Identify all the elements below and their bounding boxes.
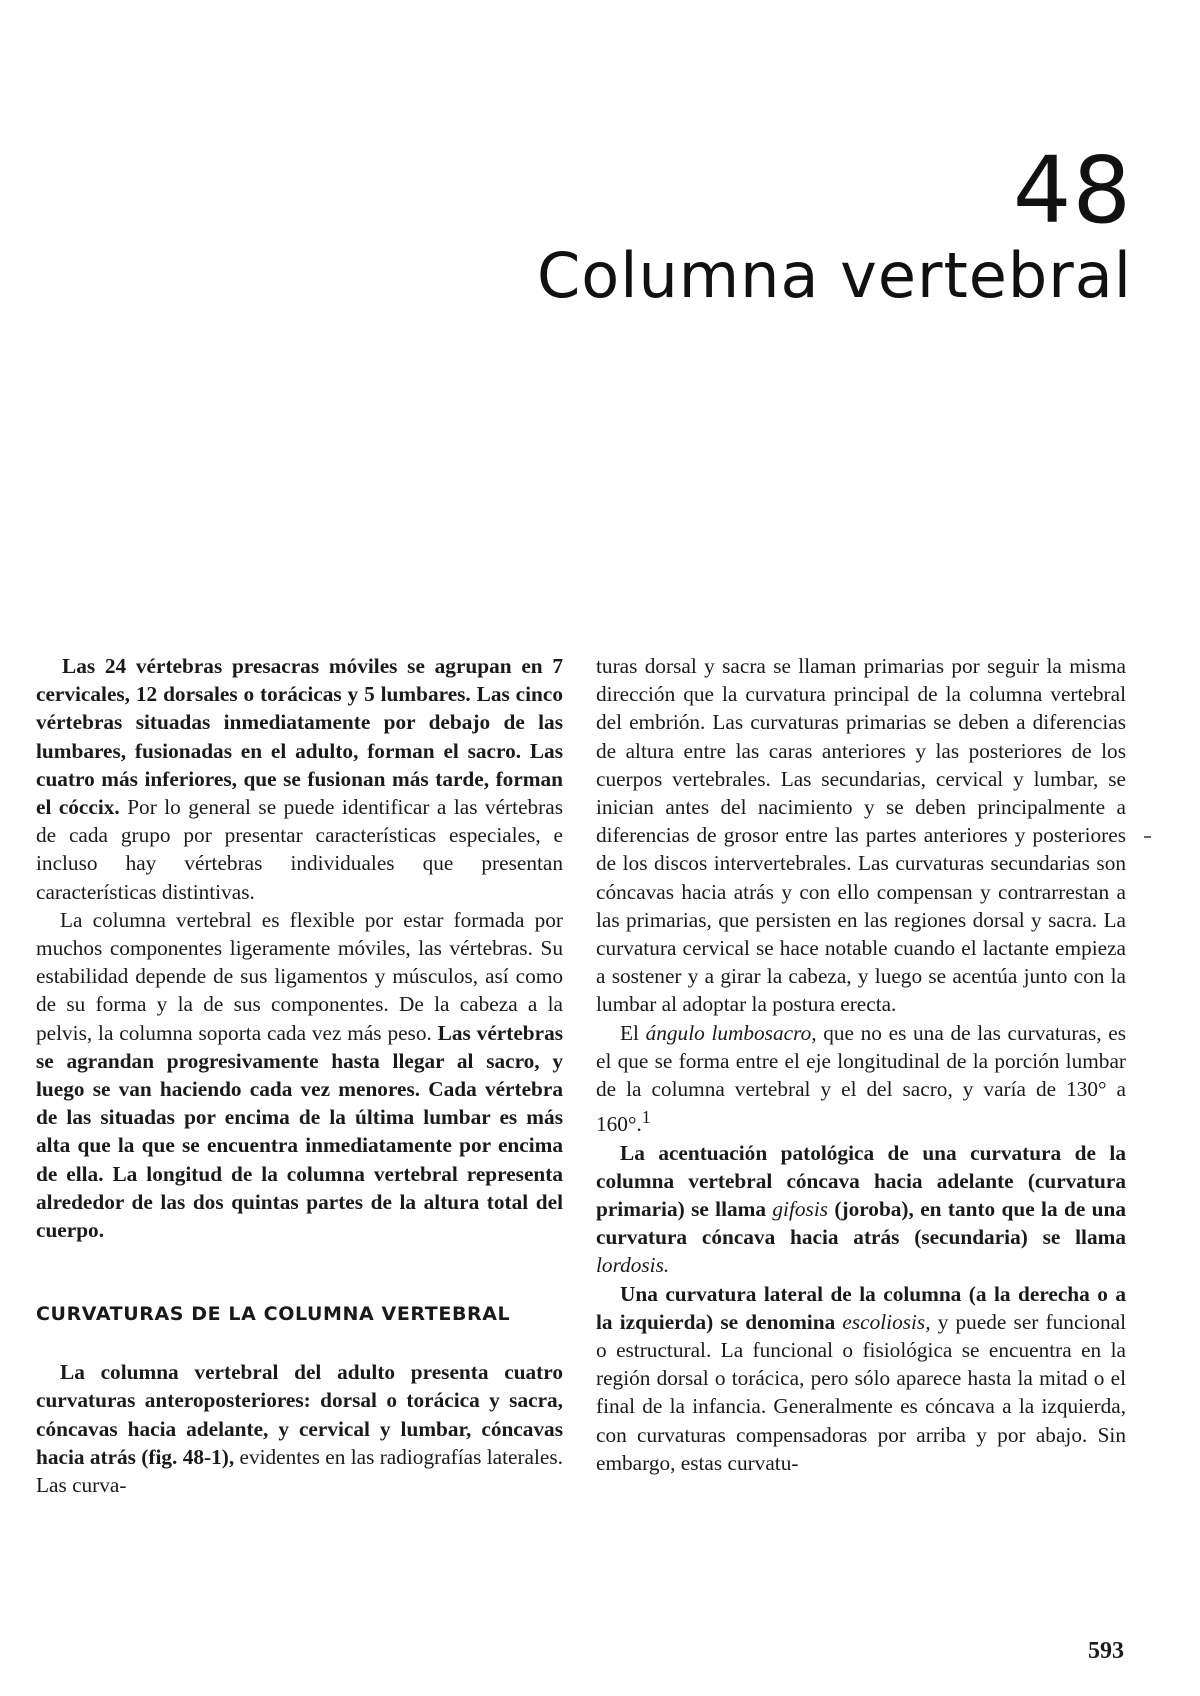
paragraph-pathology <box>596 1139 1126 1280</box>
footnote-ref: 1 <box>641 1107 651 1128</box>
flexibility-bold-text: Las vértebras se agrandan progresivamente hasta llegar al sacro, y luego se van haciendo cada vez menores. Cada vértebra de las situadas por encima de la última lumbar es más alta que la que se encuentra inmediatamente por encima de ella. La longitud de la columna vertebral representa alrededor de las dos quintas partes de la altura total del cuerpo. <box>36 1020 563 1243</box>
curvatures-bold-text: La columna vertebral del adulto presenta cuatro curvaturas anteroposteriores: dorsal o torácica y sacra, cóncavas hacia adelante, y cervical y lumbar, cóncavas hacia atrás (fig. 48-1), <box>36 1360 563 1469</box>
section-heading-curvatures: CURVATURAS DE LA COLUMNA VERTEBRAL <box>36 1303 511 1326</box>
intro-bold-text: Las 24 vértebras presacras móviles se agrupan en 7 cervicales, 12 dorsales o torácicas y 5 lumbares. Las cinco vértebras situadas inmediatamente por debajo de las lumbares, fusionadas en el adulto, forman el sacro. Las cuatro más inferiores, que se fusionan más tarde, forman el cóccix. <box>36 654 563 820</box>
chapter-number: 48 <box>1012 137 1132 244</box>
chapter-title: Columna vertebral <box>537 239 1132 312</box>
paragraph-intro <box>36 652 563 906</box>
paragraph-primary-curvatures: turas dorsal y sacra se llaman primarias por seguir la misma dirección que la curvatura principal de la columna vertebral del embrión. Las curvaturas primarias se deben a diferencias de altura entre las caras anteriores y las posteriores de los cuerpos vertebrales. Las secundarias, cervical y lumbar, se inician antes del nacimiento y se deben principalmente a diferencias de grosor entre las partes anteriores y posteriores de los discos intervertebrales. Las curvaturas secundarias son cóncavas hacia atrás y con ello compensan y contrarrestan a las primarias, que persisten en las regiones dorsal y sacra. La curvatura cervical se hace notable cuando el lactante empieza a sostener y a girar la cabeza, y luego se acentúa junto con la lumbar al adoptar la postura erecta. <box>596 654 1126 1017</box>
page-number: 593 <box>1088 1638 1124 1664</box>
lumbosacral-term: ángulo lumbosacro, <box>645 1020 817 1045</box>
term-lordosis: lordosis. <box>596 1253 670 1278</box>
scoliosis-text: y puede ser funcional o estructural. La funcional o fisiológica se encuentra en la región dorsal o torácica, pero sólo aparece hasta la mitad o el final de la infancia. Generalmente es cóncava a la izquierda, con curvaturas compensadoras por arriba y por abajo. Sin embargo, estas curvatu- <box>596 1309 1126 1475</box>
term-gifosis: gifosis <box>772 1196 829 1221</box>
curvatures-text: evidentes en las radiografías laterales. Las curva- <box>36 1444 563 1498</box>
left-column <box>36 652 563 1499</box>
pathology-text-b: (joroba), en tanto que la de una curvatura cóncava hacia atrás (secundaria) se llama <box>596 1196 1126 1250</box>
scoliosis-bold-text: Una curvatura lateral de la columna (a la derecha o a la izquierda) se denomina <box>596 1281 1126 1334</box>
right-column <box>596 652 1126 1477</box>
paragraph-lumbosacral-angle <box>596 1019 1126 1139</box>
lumbosacral-text-b: que no es una de las curvaturas, es el que se forma entre el eje longitudinal de la porción lumbar de la columna vertebral y el del sacro, y varía de 130° a 160°. <box>596 1020 1126 1137</box>
paragraph-curvatures <box>36 1358 563 1499</box>
stray-mark <box>1144 836 1151 838</box>
pathology-text-a: La acentuación patológica de una curvatura de la columna vertebral cóncava hacia adelante (curvatura primaria) se llama <box>596 1140 1126 1221</box>
paragraph-flexibility <box>36 906 563 1244</box>
lumbosacral-text-a: El <box>620 1020 646 1045</box>
paragraph-scoliosis <box>596 1280 1126 1477</box>
term-escoliosis: escoliosis, <box>842 1309 931 1334</box>
flexibility-text: La columna vertebral es flexible por estar formada por muchos componentes ligeramente móviles, las vértebras. Su estabilidad depende de sus ligamentos y músculos, así como de su forma y la de sus componentes. De la cabeza a la pelvis, la columna soporta cada vez más peso. <box>36 907 563 1045</box>
intro-text: Por lo general se puede identificar a las vértebras de cada grupo por presentar características especiales, e incluso hay vértebras individuales que presentan características distintivas. <box>36 795 563 904</box>
